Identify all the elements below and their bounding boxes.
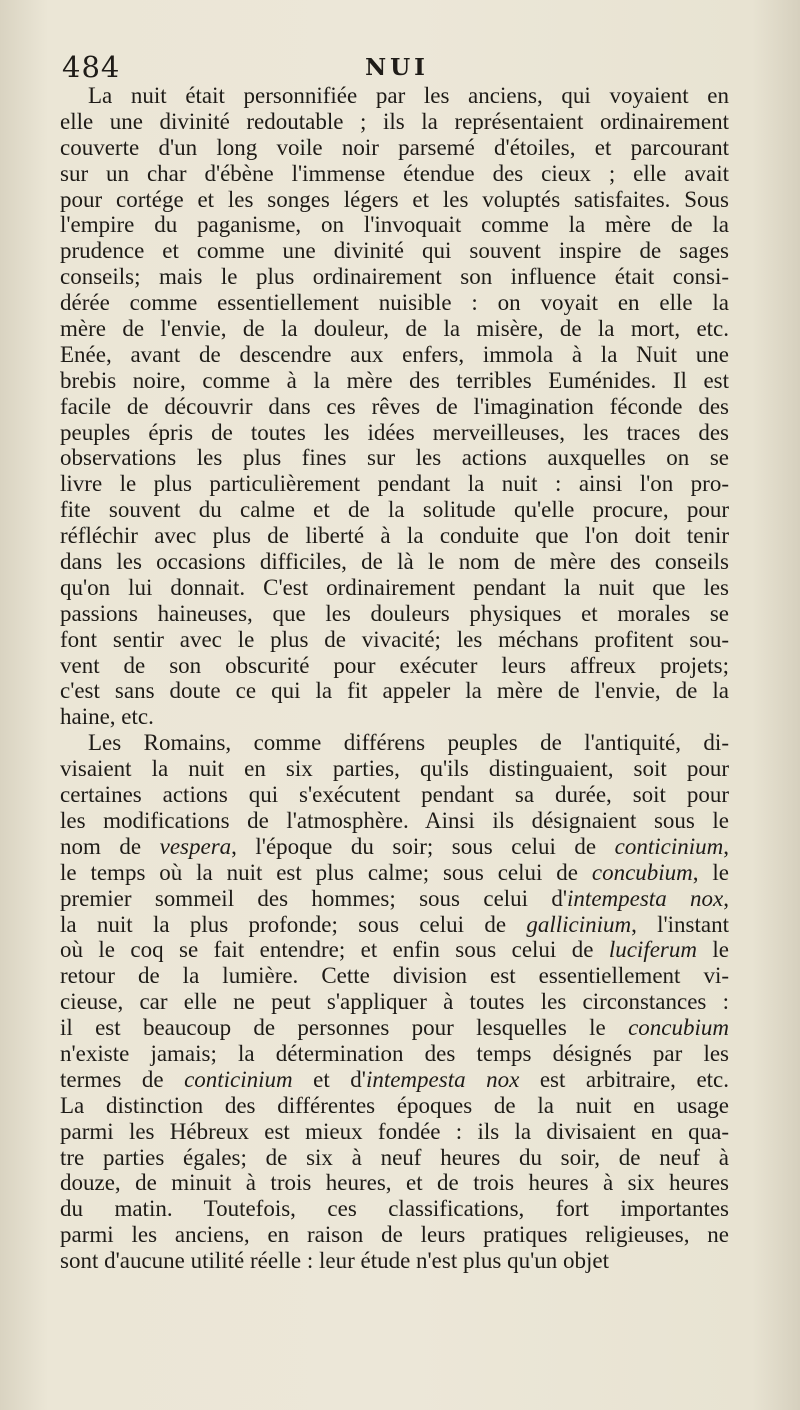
text-line: cieuse, car elle ne peut s'appliquer à toutes les circonstances : (60, 989, 729, 1015)
running-head: NUI (365, 54, 429, 81)
text-line: les modifications de l'atmosphère. Ainsi ils désignaient sous le (60, 807, 729, 833)
page-number: 484 (62, 50, 121, 84)
text-line: observations les plus fines sur les actions auxquelles on se (60, 445, 729, 471)
text-line: sont d'aucune utilité réelle : leur étude n'est plus qu'un objet (60, 1248, 609, 1274)
text-line: vent de son obscurité pour exécuter leurs affreux projets; (60, 652, 729, 678)
text-line: elle une divinité redoutable ; ils la représentaient ordinairement (60, 108, 729, 134)
text-line: parmi les anciens, en raison de leurs pratiques religieuses, ne (60, 1222, 729, 1248)
text-line: du matin. Toutefois, ces classifications, fort importantes (60, 1196, 729, 1222)
text-line: sur un char d'ébène l'immense étendue des cieux ; elle avait (60, 160, 729, 186)
text-line: La distinction des différentes époques de la nuit en usage (60, 1092, 729, 1118)
text-line: Enée, avant de descendre aux enfers, immola à la Nuit une (60, 341, 729, 367)
text-line: termes de conticinium et d'intempesta nox est arbitraire, etc. (60, 1066, 729, 1092)
text-line: mère de l'envie, de la douleur, de la misère, de la mort, etc. (60, 316, 729, 342)
body-text (60, 83, 729, 1274)
text-line: réfléchir avec plus de liberté à la conduite que l'on doit tenir (60, 523, 729, 549)
text-line: la nuit la plus profonde; sous celui de gallicinium, l'instant (60, 911, 729, 937)
text-line: n'existe jamais; la détermination des temps désignés par les (60, 1040, 729, 1066)
text-line: peuples épris de toutes les idées merveilleuses, les traces des (60, 419, 729, 445)
text-line: premier sommeil des hommes; sous celui d'intempesta nox, (60, 885, 729, 911)
text-line: où le coq se fait entendre; et enfin sous celui de luciferum le (60, 937, 729, 963)
text-line: fite souvent du calme et de la solitude qu'elle procure, pour (60, 497, 729, 523)
text-line: nom de vespera, l'époque du soir; sous celui de conticinium, (60, 833, 729, 859)
text-line: brebis noire, comme à la mère des terribles Euménides. Il est (60, 367, 729, 393)
text-line: tre parties égales; de six à neuf heures du soir, de neuf à (60, 1144, 729, 1170)
text-line: livre le plus particulièrement pendant la nuit : ainsi l'on pro- (60, 471, 729, 497)
paragraph-night-personification (60, 83, 729, 730)
text-line: c'est sans doute ce qui la fit appeler la mère de l'envie, de la (60, 678, 729, 704)
text-line: facile de découvrir dans ces rêves de l'imagination féconde des (60, 393, 729, 419)
paragraph-divisions-of-night (60, 730, 729, 1274)
text-line: prudence et comme une divinité qui souvent inspire de sages (60, 238, 729, 264)
text-line: font sentir avec le plus de vivacité; les méchans profitent sou- (60, 626, 729, 652)
text-line: haine, etc. (60, 704, 154, 730)
text-line: retour de la lumière. Cette division est essentiellement vi- (60, 963, 729, 989)
text-line: parmi les Hébreux est mieux fondée : ils la divisaient en qua- (60, 1118, 729, 1144)
text-line: le temps où la nuit est plus calme; sous celui de concubium, le (60, 859, 729, 885)
text-line: dérée comme essentiellement nuisible : on voyait en elle la (60, 290, 729, 316)
text-line: visaient la nuit en six parties, qu'ils distinguaient, soit pour (60, 756, 729, 782)
text-line: pour cortége et les songes légers et les voluptés satisfaites. Sous (60, 186, 729, 212)
text-line: Les Romains, comme différens peuples de l'antiquité, di- (88, 730, 729, 756)
text-line: conseils; mais le plus ordinairement son influence était consi- (60, 264, 729, 290)
text-line: couverte d'un long voile noir parsemé d'étoiles, et parcourant (60, 134, 729, 160)
text-line: La nuit était personnifiée par les anciens, qui voyaient en (88, 83, 729, 108)
text-line: certaines actions qui s'exécutent pendant sa durée, soit pour (60, 782, 729, 808)
text-line: il est beaucoup de personnes pour lesquelles le concubium (60, 1015, 729, 1041)
text-line: passions haineuses, que les douleurs physiques et morales se (60, 600, 729, 626)
text-line: dans les occasions difficiles, de là le nom de mère des conseils (60, 549, 729, 575)
text-line: qu'on lui donnait. C'est ordinairement pendant la nuit que les (60, 574, 729, 600)
text-line: douze, de minuit à trois heures, et de trois heures à six heures (60, 1170, 729, 1196)
text-line: l'empire du paganisme, on l'invoquait comme la mère de la (60, 212, 729, 238)
